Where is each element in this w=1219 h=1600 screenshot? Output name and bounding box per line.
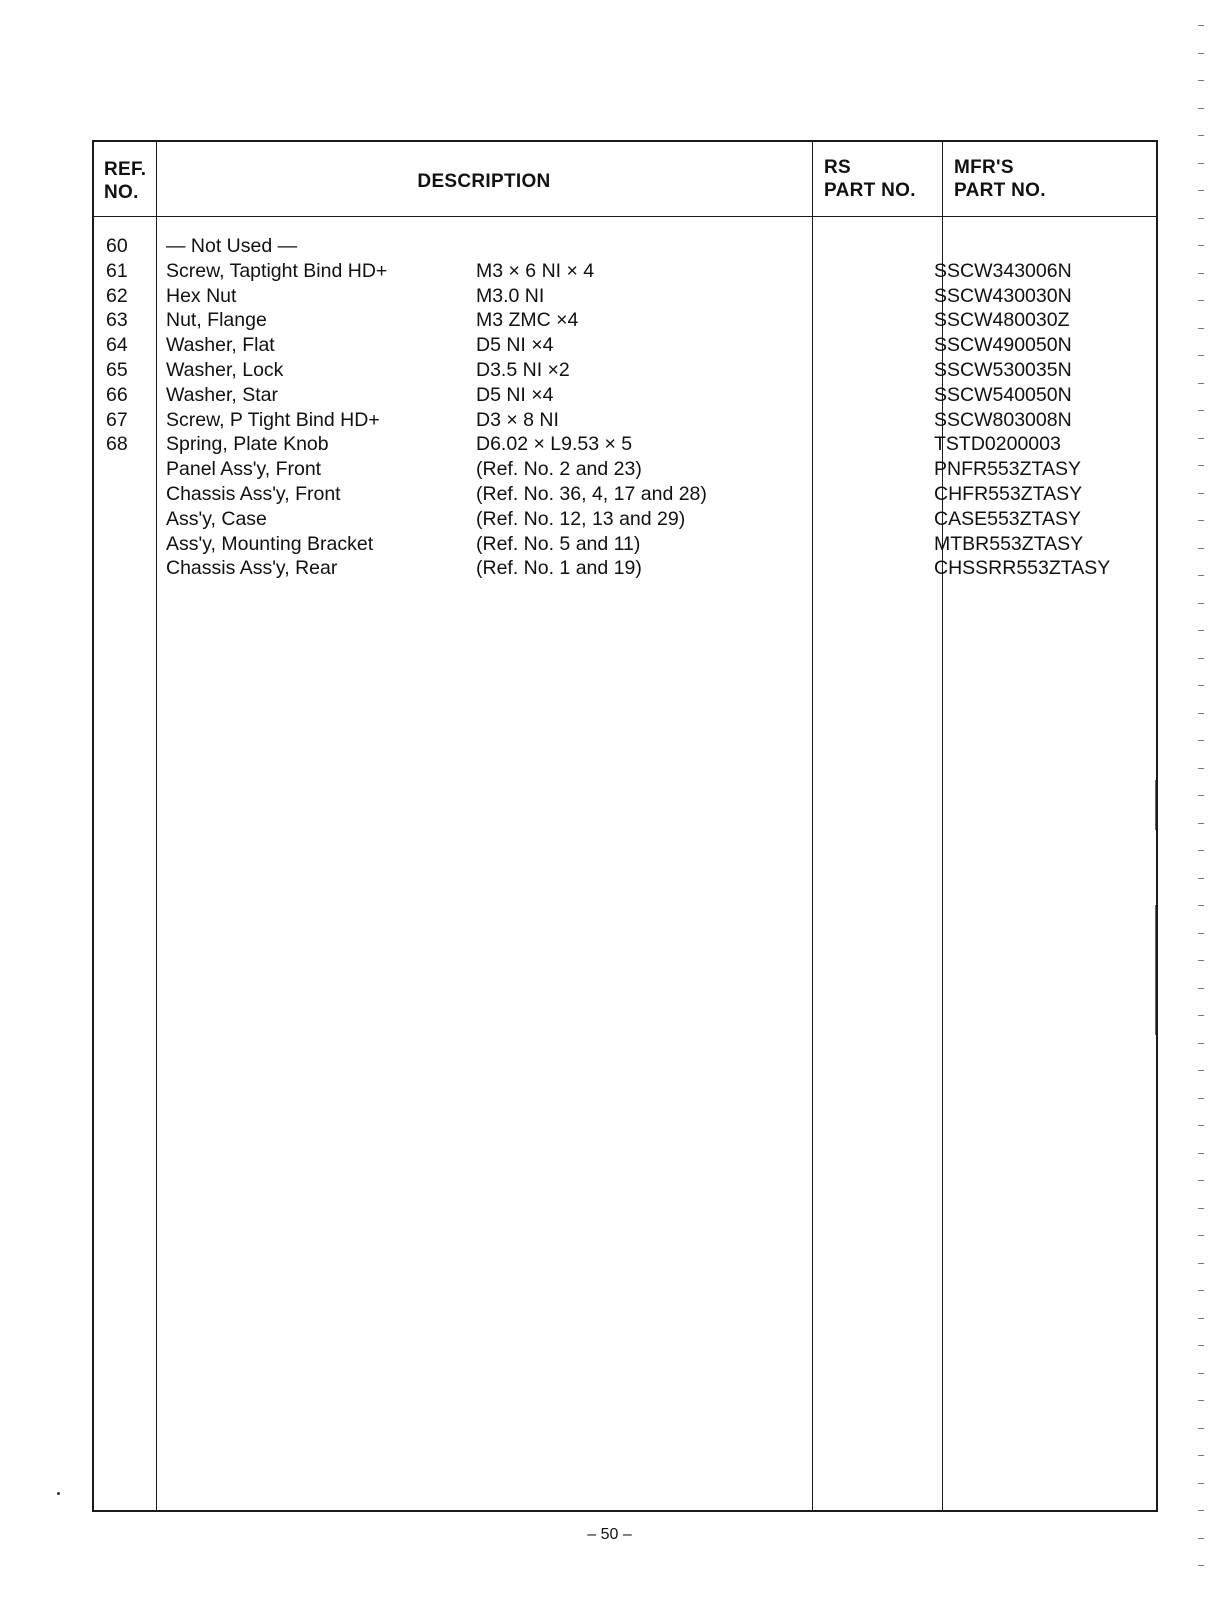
- scan-margin-tick: [1198, 1043, 1204, 1044]
- header-rs-part-no: [824, 156, 916, 202]
- scan-margin-tick: [1198, 878, 1204, 879]
- header-ref-no: [104, 158, 146, 204]
- ref-no-cell: 68: [106, 433, 128, 456]
- scan-margin-tick: [1198, 1070, 1204, 1071]
- spec-cell: (Ref. No. 36, 4, 17 and 28): [476, 483, 707, 505]
- scan-margin-tick: [1198, 135, 1204, 136]
- table-row: [94, 556, 1156, 581]
- header-ref-line1: REF.: [104, 159, 147, 180]
- table-row: [94, 432, 1156, 457]
- table-row: [94, 259, 1156, 284]
- header-mfr-line2: PART NO.: [954, 180, 1046, 201]
- scan-margin-tick: [1198, 53, 1204, 54]
- table-row: [94, 408, 1156, 433]
- description-cell: Screw, Taptight Bind HD+: [166, 259, 388, 282]
- table-row: [94, 383, 1156, 408]
- ref-no-cell: 62: [106, 284, 128, 307]
- scan-margin-tick: [1198, 1428, 1204, 1429]
- description-cell: Washer, Lock: [166, 359, 284, 381]
- scan-margin-tick: [1198, 1318, 1204, 1319]
- scan-margin-tick: [1198, 1455, 1204, 1456]
- scan-margin-tick: [1198, 190, 1204, 191]
- scan-margin-tick: [1198, 493, 1204, 494]
- description-cell: Screw, P Tight Bind HD+: [166, 408, 380, 431]
- description-cell: Panel Ass'y, Front: [166, 458, 322, 481]
- spec-cell: D3 × 8 NI: [476, 408, 559, 431]
- description-cell: Spring, Plate Knob: [166, 433, 329, 456]
- scan-margin-tick: [1198, 1345, 1204, 1346]
- scan-margin-tick: [1198, 795, 1204, 796]
- description-cell: Washer, Flat: [166, 334, 275, 357]
- scan-margin-tick: [1198, 520, 1204, 521]
- scan-margin-tick: [1198, 933, 1204, 934]
- scan-margin-tick: [1198, 328, 1204, 329]
- description-cell: Washer, Star: [166, 383, 278, 406]
- description-cell: Ass'y, Mounting Bracket: [166, 532, 374, 555]
- ref-no-cell: 65: [106, 359, 128, 381]
- mfr-part-no-cell: MTBR553ZTASY: [934, 532, 1084, 555]
- mfr-part-no-cell: CHSSRR553ZTASY: [934, 557, 1111, 580]
- scan-margin-tick: [1198, 905, 1204, 906]
- header-mfr-line1: MFR'S: [954, 157, 1014, 178]
- page-number: – 50 –: [587, 1526, 632, 1543]
- scan-margin-tick: [1198, 1125, 1204, 1126]
- description-cell: Chassis Ass'y, Front: [166, 483, 341, 505]
- scan-margin-tick: [1198, 383, 1204, 384]
- scan-margin-tick: [1198, 218, 1204, 219]
- table-row: [94, 482, 1156, 507]
- scan-margin-tick: [1198, 740, 1204, 741]
- scan-margin-tick: [1198, 1373, 1204, 1374]
- mfr-part-no-cell: CHFR553ZTASY: [934, 483, 1083, 505]
- table-row: [94, 284, 1156, 309]
- scan-margin-tick: [1198, 1400, 1204, 1401]
- table-row: [94, 358, 1156, 383]
- scan-margin-tick: [1198, 603, 1204, 604]
- table-row: [94, 333, 1156, 358]
- scan-margin-tick: [1198, 1290, 1204, 1291]
- scan-speck: [57, 1492, 60, 1495]
- scan-margin-tick: [1198, 1538, 1204, 1539]
- mfr-part-no-cell: SSCW803008N: [934, 408, 1072, 431]
- mfr-part-no-cell: CASE553ZTASY: [934, 507, 1082, 530]
- spec-cell: D3.5 NI ×2: [476, 359, 570, 381]
- scan-margin-tick: [1198, 960, 1204, 961]
- scan-margin-tick: [1198, 1263, 1204, 1264]
- scan-margin-tick: [1198, 1235, 1204, 1236]
- mfr-part-no-cell: SSCW490050N: [934, 334, 1072, 357]
- scan-margin-tick: [1198, 25, 1204, 26]
- header-ref-line2: NO.: [104, 182, 139, 203]
- scan-margin-tick: [1198, 410, 1204, 411]
- ref-no-cell: 63: [106, 309, 128, 332]
- header-mfr-part-no: [954, 156, 1046, 202]
- table-row: [94, 507, 1156, 532]
- scan-margin-tick: [1198, 80, 1204, 81]
- table-row: [94, 532, 1156, 557]
- spec-cell: (Ref. No. 5 and 11): [476, 532, 641, 555]
- scan-margin-tick: [1198, 1098, 1204, 1099]
- scan-margin-tick: [1198, 273, 1204, 274]
- description-cell: — Not Used —: [166, 235, 298, 257]
- scan-margin-tick: [1198, 630, 1204, 631]
- description-cell: Hex Nut: [166, 284, 237, 307]
- spec-cell: D6.02 × L9.53 × 5: [476, 433, 633, 456]
- spec-cell: (Ref. No. 2 and 23): [476, 458, 642, 481]
- scan-margin-tick: [1198, 575, 1204, 576]
- ref-no-cell: 61: [106, 259, 128, 282]
- scan-margin-tick: [1198, 988, 1204, 989]
- scan-margin-tick: [1198, 713, 1204, 714]
- spec-cell: M3 ZMC ×4: [476, 309, 579, 332]
- scan-margin-tick: [1198, 823, 1204, 824]
- scan-margin-tick: [1198, 1015, 1204, 1016]
- table-row: [94, 308, 1156, 333]
- scan-margin-tick: [1198, 108, 1204, 109]
- scan-margin-tick: [1198, 1483, 1204, 1484]
- description-cell: Ass'y, Case: [166, 507, 267, 530]
- spec-cell: (Ref. No. 1 and 19): [476, 557, 642, 580]
- scan-margin-tick: [1198, 768, 1204, 769]
- table-row: [94, 234, 1156, 259]
- table-row: [94, 457, 1156, 482]
- mfr-part-no-cell: SSCW530035N: [934, 359, 1072, 381]
- scan-margin-tick: [1198, 658, 1204, 659]
- header-rs-line2: PART NO.: [824, 180, 916, 201]
- ref-no-cell: 67: [106, 408, 128, 431]
- ref-no-cell: 66: [106, 383, 128, 406]
- scan-margin-tick: [1198, 685, 1204, 686]
- scan-margin-tick: [1198, 245, 1204, 246]
- spec-cell: M3.0 NI: [476, 284, 545, 307]
- scan-margin-tick: [1198, 1510, 1204, 1511]
- mfr-part-no-cell: SSCW430030N: [934, 284, 1072, 307]
- spec-cell: (Ref. No. 12, 13 and 29): [476, 507, 686, 530]
- ref-no-cell: 64: [106, 334, 128, 357]
- spec-cell: D5 NI ×4: [476, 334, 554, 357]
- spec-cell: M3 × 6 NI × 4: [476, 259, 595, 282]
- scan-margin-tick: [1198, 1208, 1204, 1209]
- scan-margin-tick: [1198, 548, 1204, 549]
- mfr-part-no-cell: SSCW540050N: [934, 383, 1072, 406]
- description-cell: Nut, Flange: [166, 309, 267, 332]
- ref-no-cell: 60: [106, 235, 128, 257]
- scan-margin-tick: [1198, 1153, 1204, 1154]
- scan-margin-mark: [1155, 905, 1156, 1035]
- scan-margin-tick: [1198, 355, 1204, 356]
- scan-margin-tick: [1198, 850, 1204, 851]
- scan-margin-mark: [1155, 780, 1156, 830]
- mfr-part-no-cell: SSCW480030Z: [934, 309, 1070, 332]
- mfr-part-no-cell: SSCW343006N: [934, 259, 1072, 282]
- spec-cell: D5 NI ×4: [476, 383, 554, 406]
- mfr-part-no-cell: PNFR553ZTASY: [934, 458, 1082, 481]
- mfr-part-no-cell: TSTD0200003: [934, 433, 1061, 456]
- scan-margin-tick: [1198, 438, 1204, 439]
- header-description: DESCRIPTION: [417, 171, 551, 192]
- header-rs-line1: RS: [824, 157, 851, 178]
- description-cell: Chassis Ass'y, Rear: [166, 557, 338, 580]
- scan-margin-tick: [1198, 300, 1204, 301]
- scan-margin-tick: [1198, 163, 1204, 164]
- scan-margin-tick: [1198, 465, 1204, 466]
- header-divider: [94, 216, 1156, 217]
- scan-margin-tick: [1198, 1180, 1204, 1181]
- parts-table: [92, 140, 1158, 1512]
- scan-margin-tick: [1198, 1565, 1204, 1566]
